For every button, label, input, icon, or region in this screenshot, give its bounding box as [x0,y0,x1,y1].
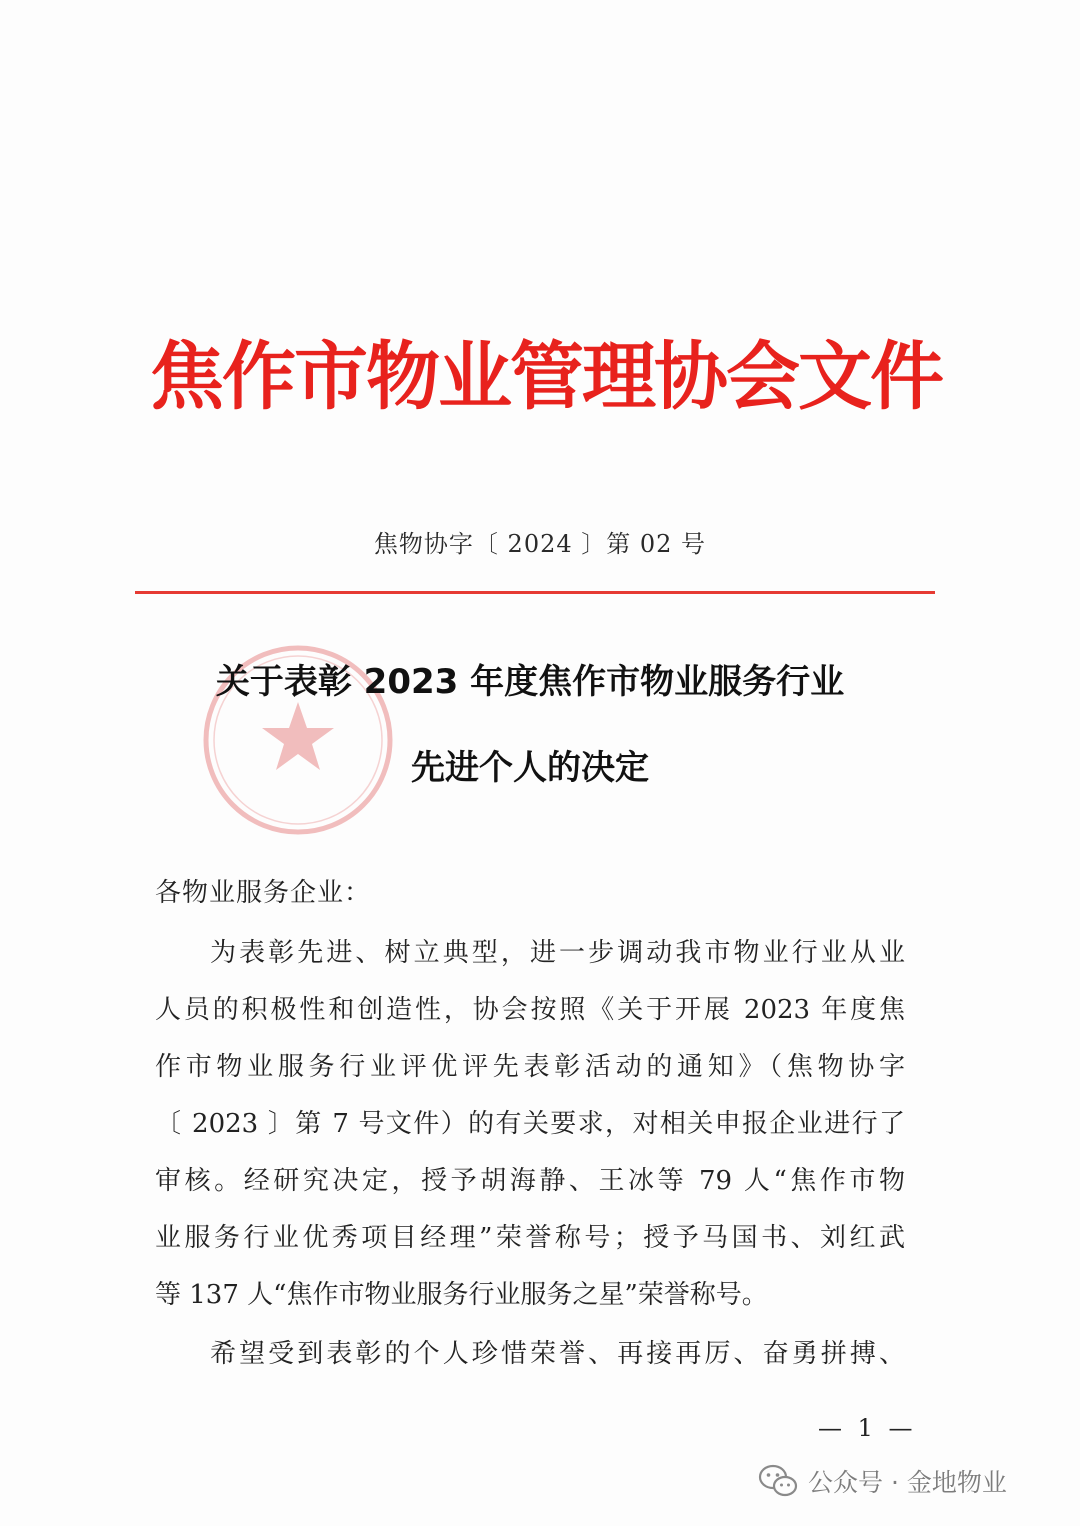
page-number: — 1 — [818,1414,917,1442]
watermark-text: 公众号 · 金地物业 [808,1468,1007,1497]
document-title-line-1: 关于表彰 2023 年度焦作市物业服务行业 [215,662,845,702]
body-line: 希望受到表彰的个人珍惜荣誉、再接再厉、奋勇拼搏、 [210,1339,905,1369]
body-line: 审核。经研究决定，授予胡海静、王冰等 79 人“焦作市物 [155,1166,905,1196]
body-line: 为表彰先进、树立典型，进一步调动我市物业行业从业 [210,938,905,968]
issuer-header-title: 焦作市物业管理协会文件 [150,334,942,420]
salutation: 各物业服务企业： [155,878,372,908]
red-divider-line [135,591,935,594]
body-line: 等 137 人“焦作市物业服务行业服务之星”荣誉称号。 [155,1280,768,1310]
body-line: 作市物业服务行业评优评先表彰活动的通知》（焦物协字 [155,1052,905,1082]
body-line: 业服务行业优秀项目经理”荣誉称号；授予马国书、刘红武 [155,1223,905,1253]
document-title-line-2: 先进个人的决定 [411,748,649,788]
wechat-icon [758,1464,798,1498]
body-line: 〔 2023 〕第 7 号文件）的有关要求，对相关申报企业进行了 [155,1109,905,1139]
body-line: 人员的积极性和创造性，协会按照《关于开展 2023 年度焦 [155,995,905,1025]
document-number: 焦物协字〔 2024 〕第 02 号 [373,530,707,558]
account-watermark [758,1458,1007,1504]
